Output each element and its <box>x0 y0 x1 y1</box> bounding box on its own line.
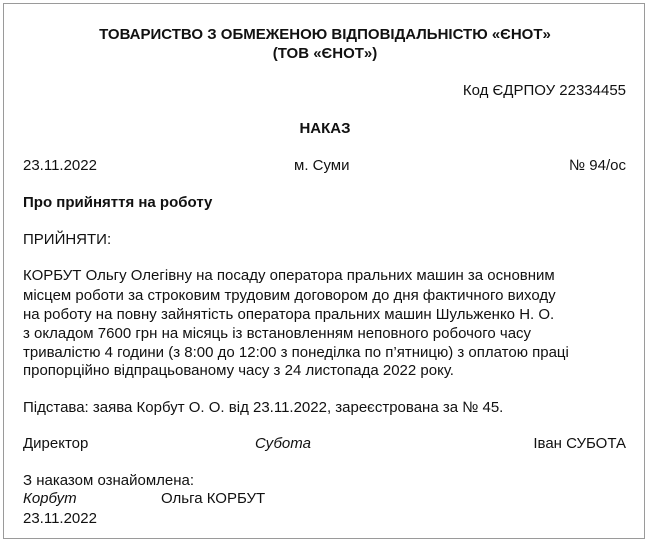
acknowledgement-label: З наказом ознайомлена: <box>23 472 195 489</box>
order-action: ПРИЙНЯТИ: <box>23 231 112 248</box>
document-title: НАКАЗ <box>299 120 351 137</box>
body-line: тривалістю 4 години (з 8:00 до 12:00 з понеділка по п’ятницю) з оплатою праці <box>23 344 569 361</box>
order-place: м. Суми <box>294 157 350 174</box>
body-line: пропорційно відпрацьованому часу з 24 листопада 2022 року. <box>23 362 454 379</box>
director-signature: Субота <box>255 435 311 452</box>
body-line: на роботу на повну зайнятість оператора пральних машин Шульженко Н. О. <box>23 306 555 323</box>
signer-name: Іван СУБОТА <box>533 435 626 452</box>
acknowledgement-date: 23.11.2022 <box>23 510 97 527</box>
org-short-name: (ТОВ «ЄНОТ») <box>272 45 378 62</box>
body-line: місцем роботи за строковим трудовим договором до дня фактичного виходу <box>23 287 556 304</box>
employee-signature: Корбут <box>23 490 77 507</box>
employee-name: Ольга КОРБУТ <box>161 490 266 507</box>
body-line: з окладом 7600 грн на місяць із встановленням неповного робочого часу <box>23 325 532 342</box>
signer-role: Директор <box>23 435 89 452</box>
org-name: ТОВАРИСТВО З ОБМЕЖЕНОЮ ВІДПОВІДАЛЬНІСТЮ «ЄНОТ» <box>99 26 551 43</box>
order-date: 23.11.2022 <box>23 157 97 174</box>
edrpou-code: Код ЄДРПОУ 22334455 <box>462 82 626 99</box>
order-number: № 94/ос <box>569 157 626 174</box>
order-subject: Про прийняття на роботу <box>23 194 213 211</box>
body-line: КОРБУТ Ольгу Олегівну на посаду оператора пральних машин за основним <box>23 267 555 284</box>
order-basis: Підстава: заява Корбут О. О. від 23.11.2022, зареєстрована за № 45. <box>23 399 504 416</box>
